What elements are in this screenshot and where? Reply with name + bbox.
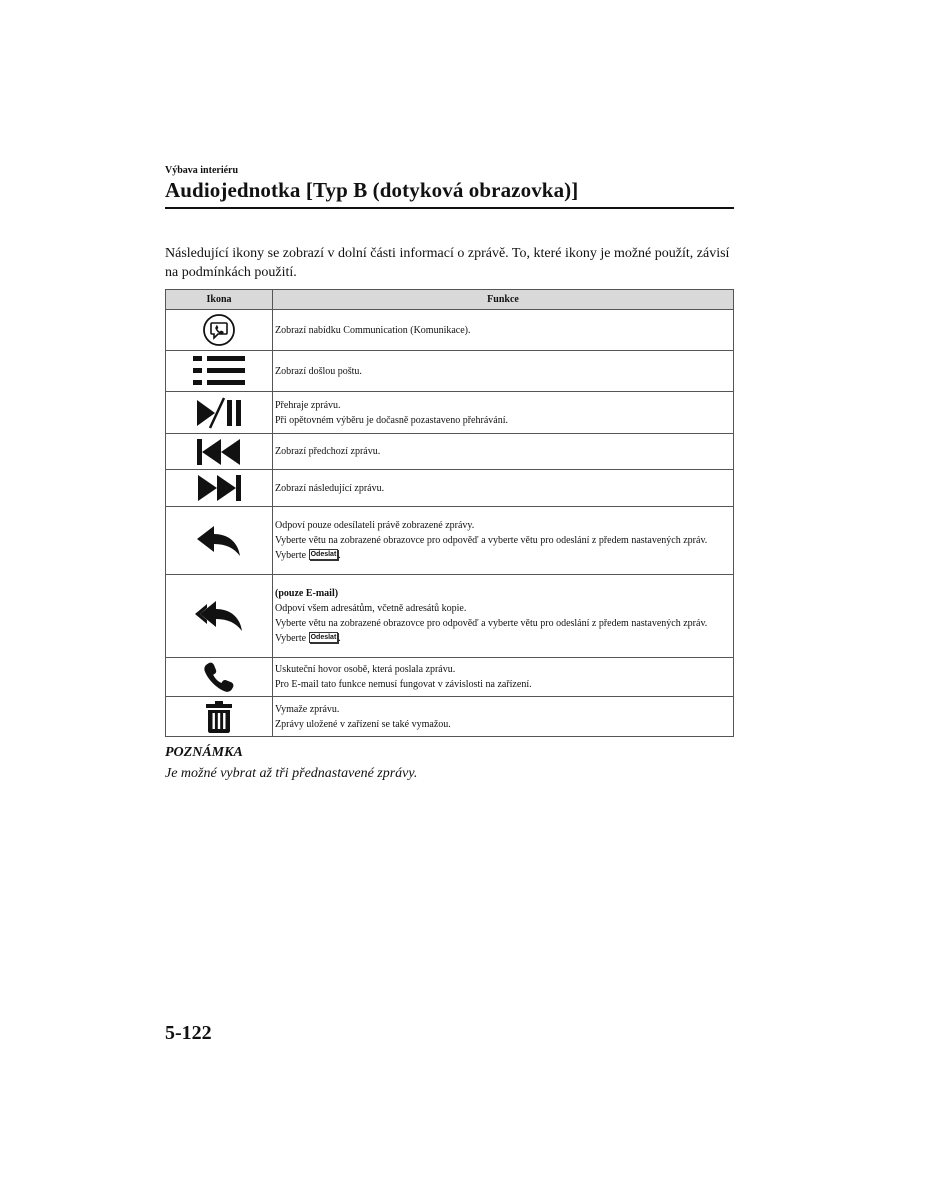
select-line: Vyberte Odeslat . — [275, 633, 341, 644]
icon-column-header: Ikona — [166, 290, 273, 310]
table-row — [166, 351, 734, 392]
reply-icon — [166, 524, 272, 558]
function-cell — [273, 351, 734, 392]
function-text: Přehraje zprávu. — [275, 399, 341, 411]
table-row — [166, 392, 734, 434]
list-icon — [166, 354, 272, 388]
function-cell — [273, 658, 734, 697]
function-text: Odpoví všem adresátům, včetně adresátů kopie. — [275, 603, 467, 614]
icon-cell — [166, 697, 273, 737]
select-line: Vyberte Odeslat . — [275, 550, 341, 561]
function-cell — [273, 697, 734, 737]
icon-cell — [166, 434, 273, 470]
title-divider — [165, 207, 734, 209]
note-text: Je možné vybrat až tři přednastavené zprávy. — [165, 766, 418, 781]
previous-icon — [166, 438, 272, 466]
function-text: Vyberte větu na zobrazené obrazovce pro odpověď a vyberte větu pro odeslání z předem nastavených zpráv. — [275, 618, 708, 629]
table-row — [166, 697, 734, 737]
function-cell — [273, 392, 734, 434]
icon-cell — [166, 575, 273, 658]
table-row — [166, 310, 734, 351]
function-cell — [273, 470, 734, 507]
icon-cell — [166, 658, 273, 697]
function-text: Uskuteční hovor osobě, která poslala zprávu. — [275, 664, 456, 675]
function-cell — [273, 575, 734, 658]
function-text: Vymaže zprávu. — [275, 703, 340, 715]
icon-cell — [166, 392, 273, 434]
table-row — [166, 470, 734, 507]
icon-cell — [166, 351, 273, 392]
function-text: Zobrazí nabídku Communication (Komunikace). — [275, 324, 471, 336]
function-cell — [273, 434, 734, 470]
table-header-row — [166, 290, 734, 310]
phone-icon — [166, 661, 272, 693]
intro-paragraph: Následující ikony se zobrazí v dolní části informací o zprávě. To, které ikony je možné použít, závisí na podmínkách použití. — [165, 246, 730, 280]
function-text: Zobrazí předchozí zprávu. — [275, 446, 381, 457]
play-pause-icon — [166, 397, 272, 429]
email-only-label: (pouze E-mail) — [275, 588, 339, 599]
send-button[interactable]: Odeslat — [310, 551, 337, 558]
section-label: Výbava interiéru — [165, 165, 239, 176]
function-text: Pro E-mail tato funkce nemusí fungovat v závislosti na zařízení. — [275, 679, 532, 690]
function-text: Zobrazí následující zprávu. — [275, 482, 385, 494]
page-title: Audiojednotka [Typ B (dotyková obrazovka)] — [165, 178, 579, 202]
icon-cell — [166, 310, 273, 351]
next-icon — [166, 474, 272, 502]
select-prefix: Vyberte — [275, 550, 307, 561]
table-row — [166, 507, 734, 575]
function-cell — [273, 507, 734, 575]
reply-all-icon — [166, 599, 272, 633]
trash-icon — [166, 700, 272, 734]
function-cell — [273, 310, 734, 351]
communication-icon — [166, 313, 272, 347]
function-text: Při opětovném výběru je dočasně pozastaveno přehrávání. — [275, 414, 508, 426]
select-prefix: Vyberte — [275, 633, 307, 644]
send-button[interactable]: Odeslat — [310, 634, 337, 641]
note-title: POZNÁMKA — [165, 745, 243, 760]
icon-function-table — [165, 289, 734, 737]
page-number: 5-122 — [165, 1022, 212, 1044]
function-text: Odpoví pouze odesílateli právě zobrazené zprávy. — [275, 520, 475, 531]
icon-cell — [166, 507, 273, 575]
function-text: Vyberte větu na zobrazené obrazovce pro odpověď a vyberte větu pro odeslání z předem nastavených zpráv. — [275, 535, 708, 546]
function-text: Zprávy uložené v zařízení se také vymažou. — [275, 718, 451, 730]
table-row — [166, 658, 734, 697]
function-text: Zobrazí došlou poštu. — [275, 365, 362, 377]
icon-cell — [166, 470, 273, 507]
table-row — [166, 434, 734, 470]
table-row — [166, 575, 734, 658]
function-column-header: Funkce — [273, 290, 734, 310]
